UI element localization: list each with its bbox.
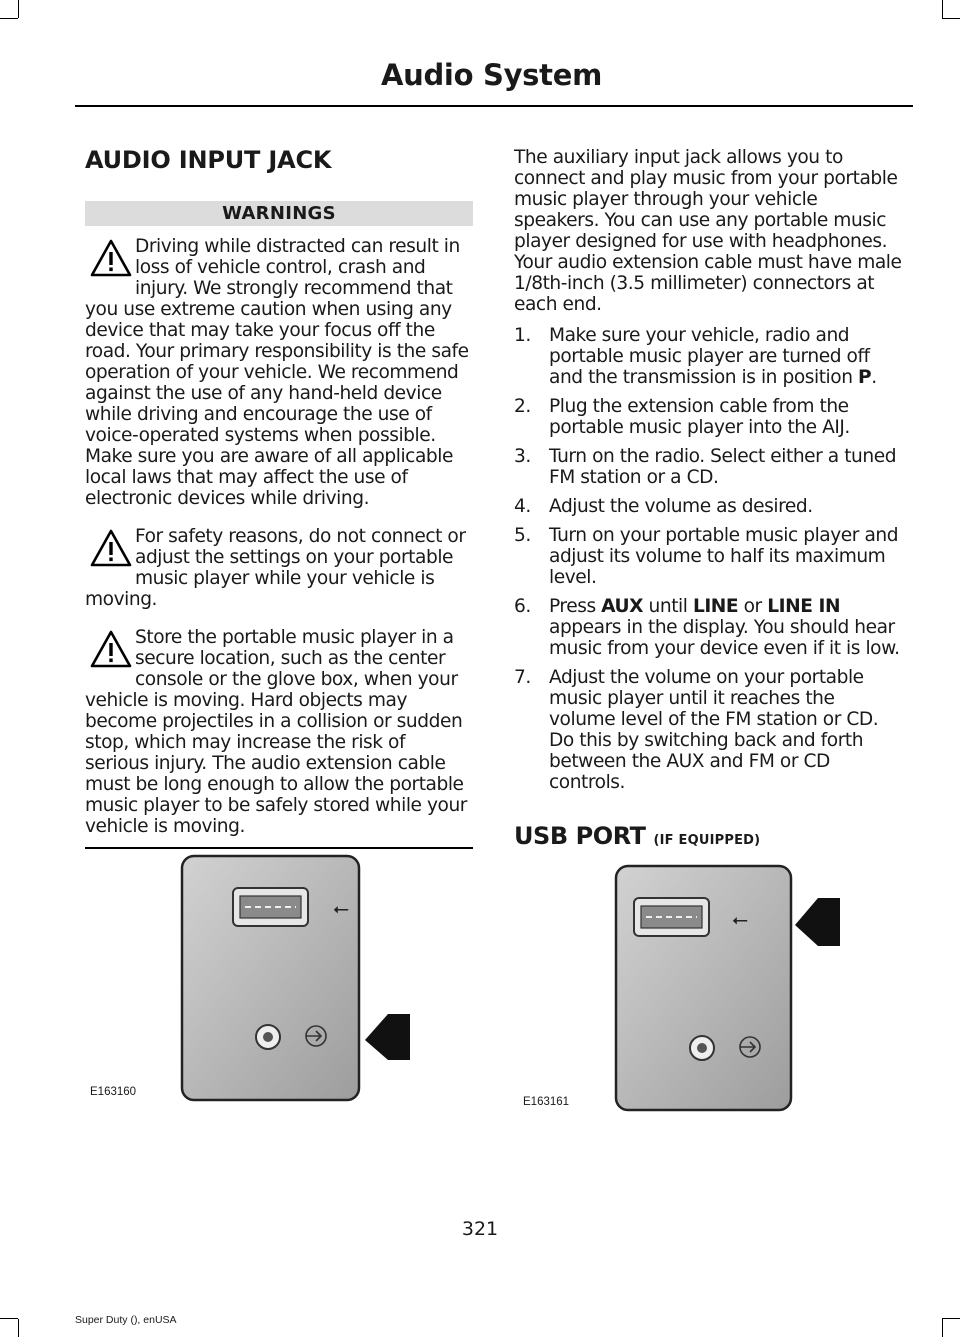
- page-header-title: Audio System: [380, 58, 602, 92]
- figure-aux-jack: [85, 850, 425, 1110]
- figure-code: E163161: [523, 1096, 570, 1108]
- figure-usb-aux-panel: [590, 860, 850, 1116]
- figure-code: E163160: [90, 1086, 137, 1098]
- warning-text: Driving while distracted can result in loss of vehicle control, crash and injury. We strongly recommend that you use extreme caution when using any device that may take your focus off the road. Your primary responsibility is the safe operation of your vehicle. We recommend against the use of any hand-held device while driving and encourage the use of voice-operated systems when possible. Make sure you are aware of all applicable local laws that may affect the use of electronic devices while driving.: [85, 236, 469, 509]
- crop-mark: [942, 18, 960, 19]
- crop-mark: [18, 1319, 19, 1337]
- crop-mark: [0, 1318, 18, 1319]
- warnings-heading: WARNINGS: [85, 201, 473, 226]
- crop-mark: [0, 18, 18, 19]
- warning-text: Store the portable music player in a secure location, such as the center console or the glove box, when your vehicle is moving. Hard objects may become projectiles in a collision or sudden stop, which may increase the risk of serious injury. The audio extension cable must be long enough to allow the portable music player to be safely stored while your vehicle is moving.: [85, 627, 467, 837]
- warning-3: [85, 627, 473, 837]
- warnings-end-rule: [85, 847, 473, 849]
- right-column: [514, 147, 906, 856]
- list-item: 1. Make sure your vehicle, radio and portable music player are turned off and the transmission is in position P.: [514, 325, 877, 388]
- crop-mark: [18, 0, 19, 18]
- warning-2: [85, 526, 473, 610]
- list-item: 6. Press AUX until LINE or LINE IN appears in the display. You should hear music from your device even if it is low.: [514, 596, 900, 659]
- list-item: 3. Turn on the radio. Select either a tuned FM station or a CD.: [514, 446, 897, 488]
- warning-triangle-icon: [89, 528, 133, 568]
- left-column: [85, 145, 473, 849]
- footer-text: Super Duty (), enUSA: [75, 1314, 177, 1326]
- list-item: 5. Turn on your portable music player and adjust its volume to half its maximum level.: [514, 525, 899, 588]
- warning-text: For safety reasons, do not connect or adjust the settings on your portable music player while your vehicle is moving.: [85, 526, 466, 610]
- page-number: 321: [461, 1218, 499, 1240]
- warning-triangle-icon: [89, 238, 133, 278]
- svg-text:⭠: ⭠: [333, 896, 349, 920]
- list-item: 2. Plug the extension cable from the portable music player into the AIJ.: [514, 396, 850, 438]
- steps-list: [514, 325, 906, 793]
- header-rule: [75, 105, 913, 107]
- section-title-usb-port: USB PORT (IF EQUIPPED): [514, 822, 761, 850]
- svg-text:⭠: ⭠: [732, 907, 748, 931]
- crop-mark: [942, 0, 943, 18]
- crop-mark: [942, 1318, 960, 1319]
- list-item: 7. Adjust the volume on your portable music player until it reaches the volume level of the FM station or CD. Do this by switching back and forth between the AUX and FM or CD controls.: [514, 667, 879, 793]
- warning-1: [85, 236, 473, 509]
- crop-mark: [942, 1319, 943, 1337]
- list-item: 4. Adjust the volume as desired.: [514, 496, 813, 517]
- warning-triangle-icon: [89, 629, 133, 669]
- intro-paragraph: The auxiliary input jack allows you to connect and play music from your portable music player through your vehicle speakers. You can use any portable music player designed for use with headphones. Your audio extension cable must have male 1/8th-inch (3.5 millimeter) connectors at each end.: [514, 147, 902, 315]
- section-title-audio-input-jack: AUDIO INPUT JACK: [85, 146, 332, 174]
